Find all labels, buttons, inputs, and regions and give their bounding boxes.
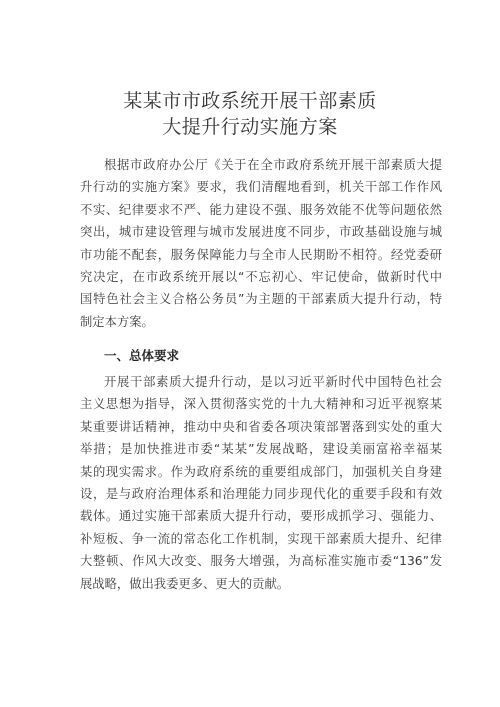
paragraph-line: 补短板、争一流的常态化工作机制，实现干部素质大提升、纪律 <box>80 531 442 546</box>
section-paragraph <box>80 371 442 595</box>
paragraph-line: 展战略，做出我委更多、更大的贡献。 <box>80 576 290 591</box>
paragraph-line: 升行动的实施方案》要求，我们清醒地看到，机关干部工作作风 <box>80 180 442 195</box>
paragraph-line: 主义思想为指导，深入贯彻落实党的十九大精神和习近平视察某 <box>80 397 442 412</box>
intro-paragraph <box>80 154 442 333</box>
document-title-line-2: 大提升行动实施方案 <box>162 116 338 138</box>
paragraph-line: 某重要讲话精神，推动中央和省委各项决策部署落到实处的重大 <box>80 419 442 434</box>
paragraph-line: 载体。通过实施干部素质大提升行动，要形成抓学习、强能力、 <box>80 509 442 524</box>
section-heading: 一、总体要求 <box>104 348 180 363</box>
paragraph-line: 不实、纪律要求不严、能力建设不强、服务效能不优等问题依然 <box>80 202 442 217</box>
paragraph-line: 国特色社会主义合格公务员”为主题的干部素质大提升行动，特 <box>80 292 442 307</box>
paragraph-line: 设，是与政府治理体系和治理能力同步现代化的重要手段和有效 <box>80 486 442 501</box>
paragraph-line: 市功能不配套，服务保障能力与全市人民期盼不相符。经党委研 <box>80 247 442 262</box>
paragraph-line: 根据市政府办公厅《关于在全市政府系统开展干部素质大提 <box>104 158 442 172</box>
paragraph-line: 开展干部素质大提升行动，是以习近平新时代中国特色社会 <box>104 375 442 389</box>
paragraph-line: 制定本方案。 <box>80 314 154 329</box>
paragraph-line: 某的现实需求。作为政府系统的重要组成部门，加强机关自身建 <box>80 464 442 479</box>
paragraph-line: 突出，城市建设管理与城市发展进度不同步，市政基础设施与城 <box>80 225 442 240</box>
paragraph-line: 大整顿、作风大改变、服务大增强，为高标准实施市委“136”发 <box>80 554 442 569</box>
paragraph-line: 究决定，在市政系统开展以“不忘初心、牢记使命，做新时代中 <box>80 269 442 284</box>
document-title-line-1: 某某市市政系统开展干部素质 <box>123 90 377 112</box>
paragraph-line: 举措；是加快推进市委“某某”发展战略，建设美丽富裕幸福某 <box>80 442 442 457</box>
